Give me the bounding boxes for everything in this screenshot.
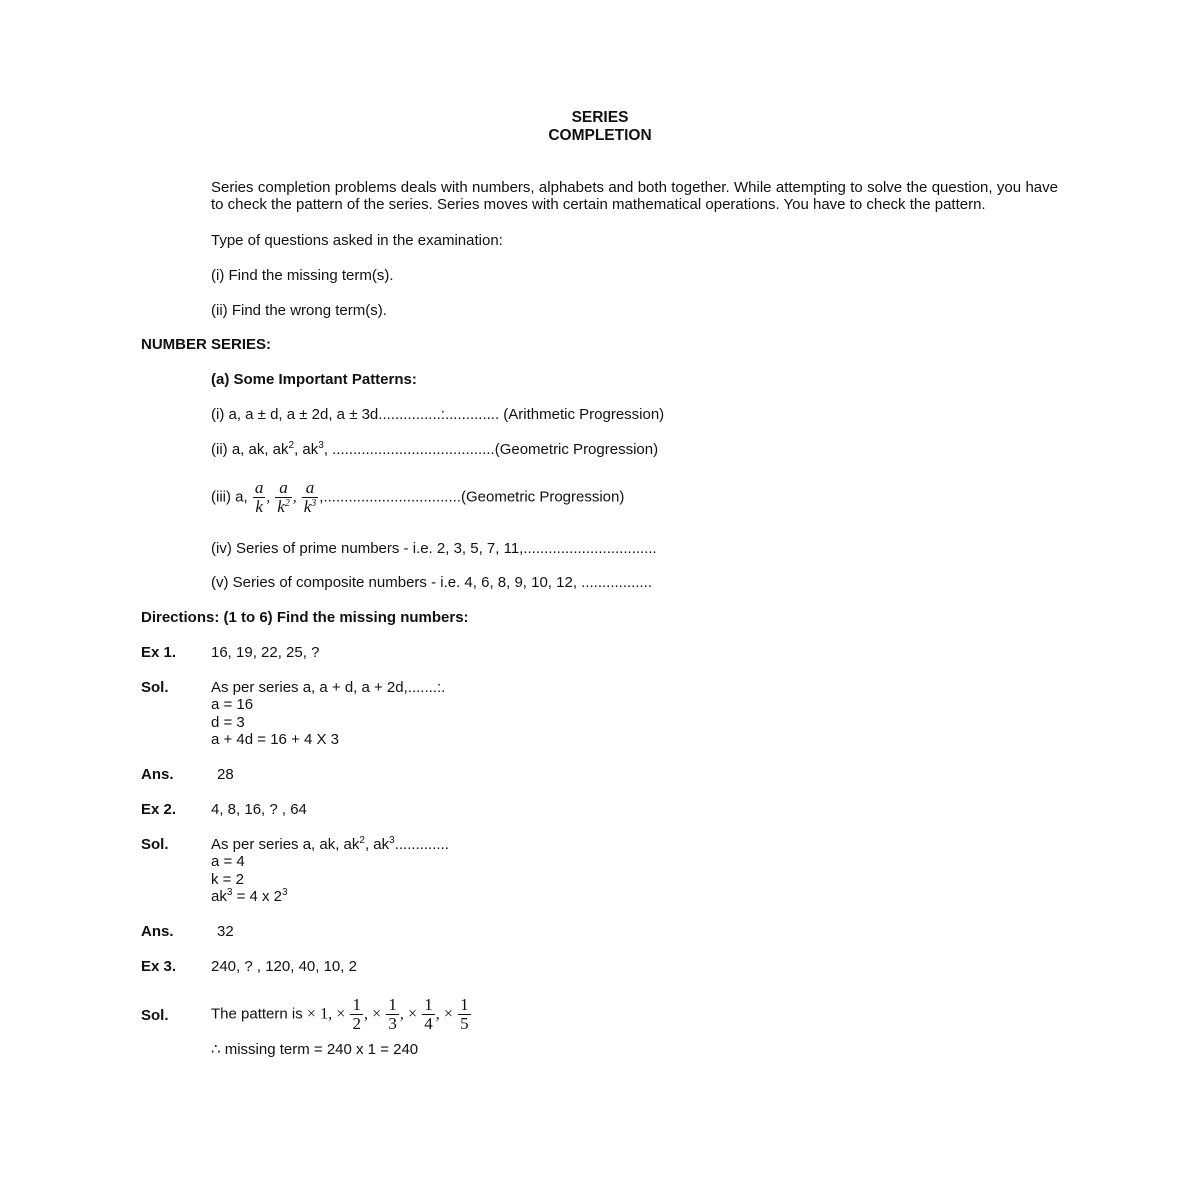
ex1-sol-line: a + 4d = 16 + 4 X 3 <box>211 731 340 748</box>
ex3-pattern: The pattern is × 1, × $\frac{1}{2}$ , × $\frac{1}{3}$ , × $\frac{1}{4}$ , × $\frac{1}{5}$ <box>211 995 469 1033</box>
fraction-one-fourth: $\frac{1}{4}$ <box>424 995 433 1033</box>
ex1-sol-line: a = 16 <box>211 696 254 713</box>
ex3-question: 240, ? , 120, 40, 10, 2 <box>211 958 357 975</box>
pattern-geometric-2: (iii) a, $\frac{a}{k}$ , $\frac{a}{k^2}$ , $\frac{a}{k^3}$ ,.................................(Geometric Progression) <box>211 478 625 516</box>
number-series-heading: NUMBER SERIES: <box>141 336 272 353</box>
ex2-sol-line: As per series a, ak, $ak^2$, $ak^3$............. <box>211 835 449 853</box>
ex2-sol-line: k = 2 <box>211 871 244 888</box>
ex3-sol-label: Sol. <box>141 1007 169 1024</box>
ex1-sol-label: Sol. <box>141 679 169 696</box>
ex1-sol-line: As per series a, a + d, a + 2d,.......:. <box>211 679 446 696</box>
ex1-sol-line: d = 3 <box>211 714 245 731</box>
ex2-sol-line: a = 4 <box>211 853 245 870</box>
fraction-a-over-k-cubed: $\frac{a}{k^3}$ <box>303 478 317 516</box>
pattern-arithmetic: (i) a, a ± d, a ± 2d, a ± 3d...............:............. (Arithmetic Progression) <box>211 406 665 423</box>
pattern-composite: (v) Series of composite numbers - i.e. 4, 6, 8, 9, 10, 12, ................. <box>211 574 653 591</box>
ex1-answer: 28 <box>217 766 234 783</box>
fraction-one-half: $\frac{1}{2}$ <box>352 995 361 1033</box>
pattern-geometric-1: (ii) a, ak, $ak^2$, $ak^3$, .......................................(Geometric Progression) <box>211 440 659 458</box>
page-title: SERIES <box>571 109 629 126</box>
intro-paragraph: Series completion problems deals with numbers, alphabets and both together. While attempting to solve the question, you have to check the pattern of the series. Series moves with certain mathematical operations. You have to check the pattern. <box>211 179 1058 213</box>
types-heading: Type of questions asked in the examination: <box>211 232 503 249</box>
ex2-sol-line: $ak^3 = 4$ x $2^3$ <box>211 887 288 905</box>
ex2-sol-label: Sol. <box>141 836 169 853</box>
ex3-label: Ex 3. <box>141 958 177 975</box>
fraction-a-over-k-squared: $\frac{a}{k^2}$ <box>277 478 290 516</box>
ex3-missing-term: ∴ missing term = 240 x 1 = 240 <box>211 1041 419 1058</box>
question-type-2: (ii) Find the wrong term(s). <box>211 302 387 319</box>
ex1-ans-label: Ans. <box>141 766 174 783</box>
ex2-label: Ex 2. <box>141 801 177 818</box>
fraction-one-third: $\frac{1}{3}$ <box>388 995 397 1033</box>
ex2-question: 4, 8, 16, ? , 64 <box>211 801 307 818</box>
patterns-heading: (a) Some Important Patterns: <box>211 371 417 388</box>
page-subtitle: COMPLETION <box>548 127 652 144</box>
fraction-one-fifth: $\frac{1}{5}$ <box>460 995 469 1033</box>
fraction-a-over-k: $\frac{a}{k}$ <box>254 478 264 516</box>
pattern-prime: (iv) Series of prime numbers - i.e. 2, 3, 5, 7, 11,................................ <box>211 540 657 557</box>
directions: Directions: (1 to 6) Find the missing numbers: <box>141 609 469 626</box>
question-type-1: (i) Find the missing term(s). <box>211 267 394 284</box>
ex2-answer: 32 <box>217 923 234 940</box>
ex1-question: 16, 19, 22, 25, ? <box>211 644 320 661</box>
ex1-label: Ex 1. <box>141 644 177 661</box>
ex2-ans-label: Ans. <box>141 923 174 940</box>
